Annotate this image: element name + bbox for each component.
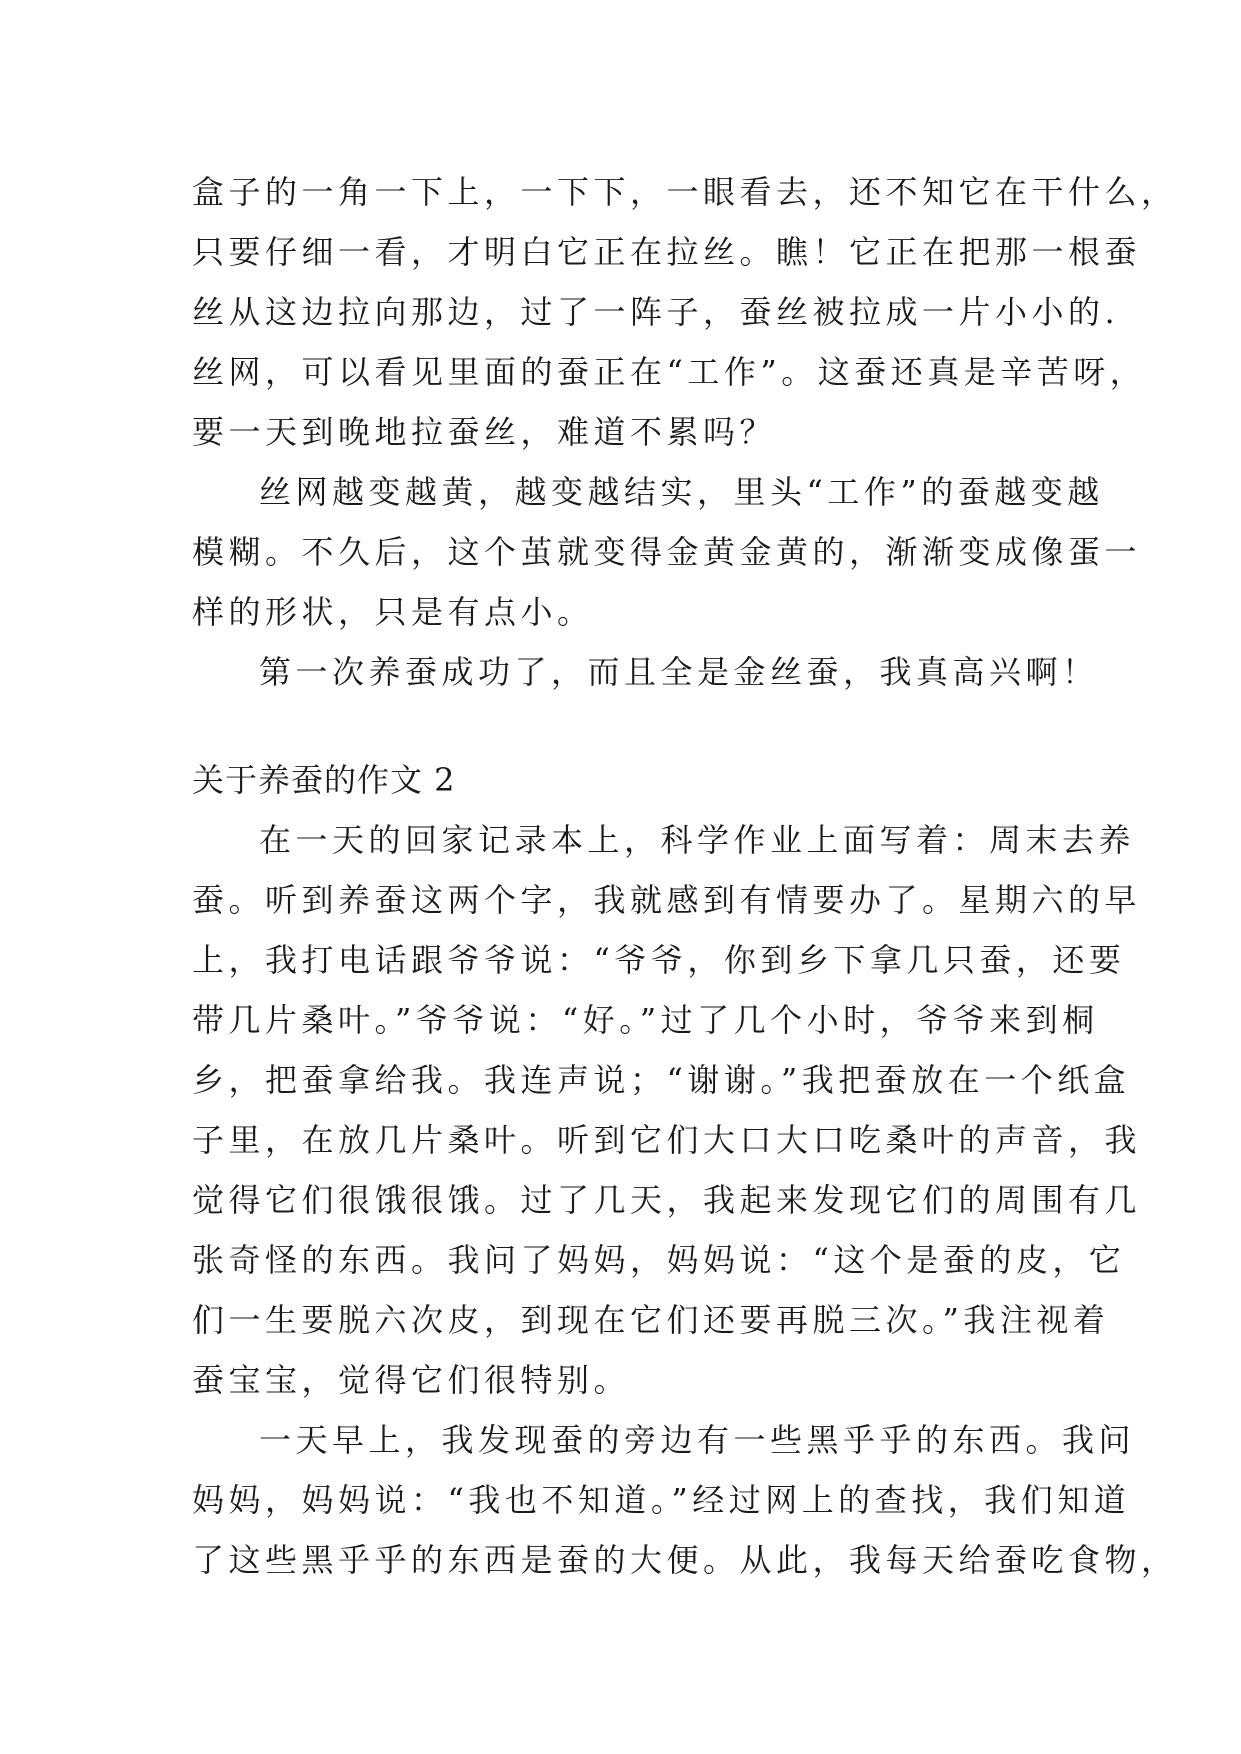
text-line: 只要仔细一看，才明白它正在拉丝。瞧！它正在把那一根蚕 [192, 233, 1142, 271]
text-line: 丝网，可以看见里面的蚕正在“工作”。这蚕还真是辛苦呀， [192, 353, 1147, 391]
text-line: 蚕。听到养蚕这两个字，我就感到有情要办了。星期六的早 [192, 881, 1142, 919]
text-line: 觉得它们很饿很饿。过了几天，我起来发现它们的周围有几 [192, 1181, 1142, 1219]
text-line: 样的形状，只是有点小。 [192, 593, 594, 631]
text-line: 丝网越变越黄，越变越结实，里头“工作”的蚕越变越 [259, 473, 1104, 511]
paragraph [192, 1410, 1178, 1590]
text-line: 丝从这边拉向那边，过了一阵子，蚕丝被拉成一片小小的. [192, 293, 1120, 331]
document-body [192, 162, 1178, 1590]
text-line: 子里，在放几片桑叶。听到它们大口大口吃桑叶的声音，我 [192, 1121, 1142, 1159]
section-gap [192, 702, 1060, 750]
text-line: 乡，把蚕拿给我。我连声说；“谢谢。”我把蚕放在一个纸盒 [192, 1061, 1131, 1099]
text-line: 张奇怪的东西。我问了妈妈，妈妈说：“这个是蚕的皮，它 [192, 1241, 1126, 1279]
text-line: 们一生要脱六次皮，到现在它们还要再脱三次。”我注视着 [192, 1301, 1110, 1339]
text-line: 在一天的回家记录本上，科学作业上面写着：周末去养 [259, 821, 1136, 859]
text-line: 上，我打电话跟爷爷说：“爷爷，你到乡下拿几只蚕，还要 [192, 941, 1126, 979]
text-line: 模糊。不久后，这个茧就变得金黄金黄的，渐渐变成像蛋一 [192, 533, 1142, 571]
text-line: 盒子的一角一下上，一下下，一眼看去，还不知它在干什么， [192, 173, 1178, 211]
text-line: 一天早上，我发现蚕的旁边有一些黑乎乎的东西。我问 [259, 1421, 1136, 1459]
text-line: 带几片桑叶。”爷爷说：“好。”过了几个小时，爷爷来到桐 [192, 1001, 1099, 1039]
section-title: 关于养蚕的作文 2 [192, 761, 456, 799]
paragraph [192, 162, 1178, 462]
text-line: 妈妈，妈妈说：“我也不知道。”经过网上的查找，我们知道 [192, 1481, 1131, 1519]
text-line: 了这些黑乎乎的东西是蚕的大便。从此，我每天给蚕吃食物， [192, 1541, 1178, 1579]
paragraph [192, 810, 1142, 1410]
text-line: 蚕宝宝，觉得它们很特别。 [192, 1361, 631, 1399]
paragraph [192, 462, 1142, 642]
paragraph [192, 642, 1099, 702]
text-line: 要一天到晚地拉蚕丝，难道不累吗？ [192, 413, 777, 451]
text-line: 第一次养蚕成功了，而且全是金丝蚕，我真高兴啊！ [259, 653, 1099, 691]
